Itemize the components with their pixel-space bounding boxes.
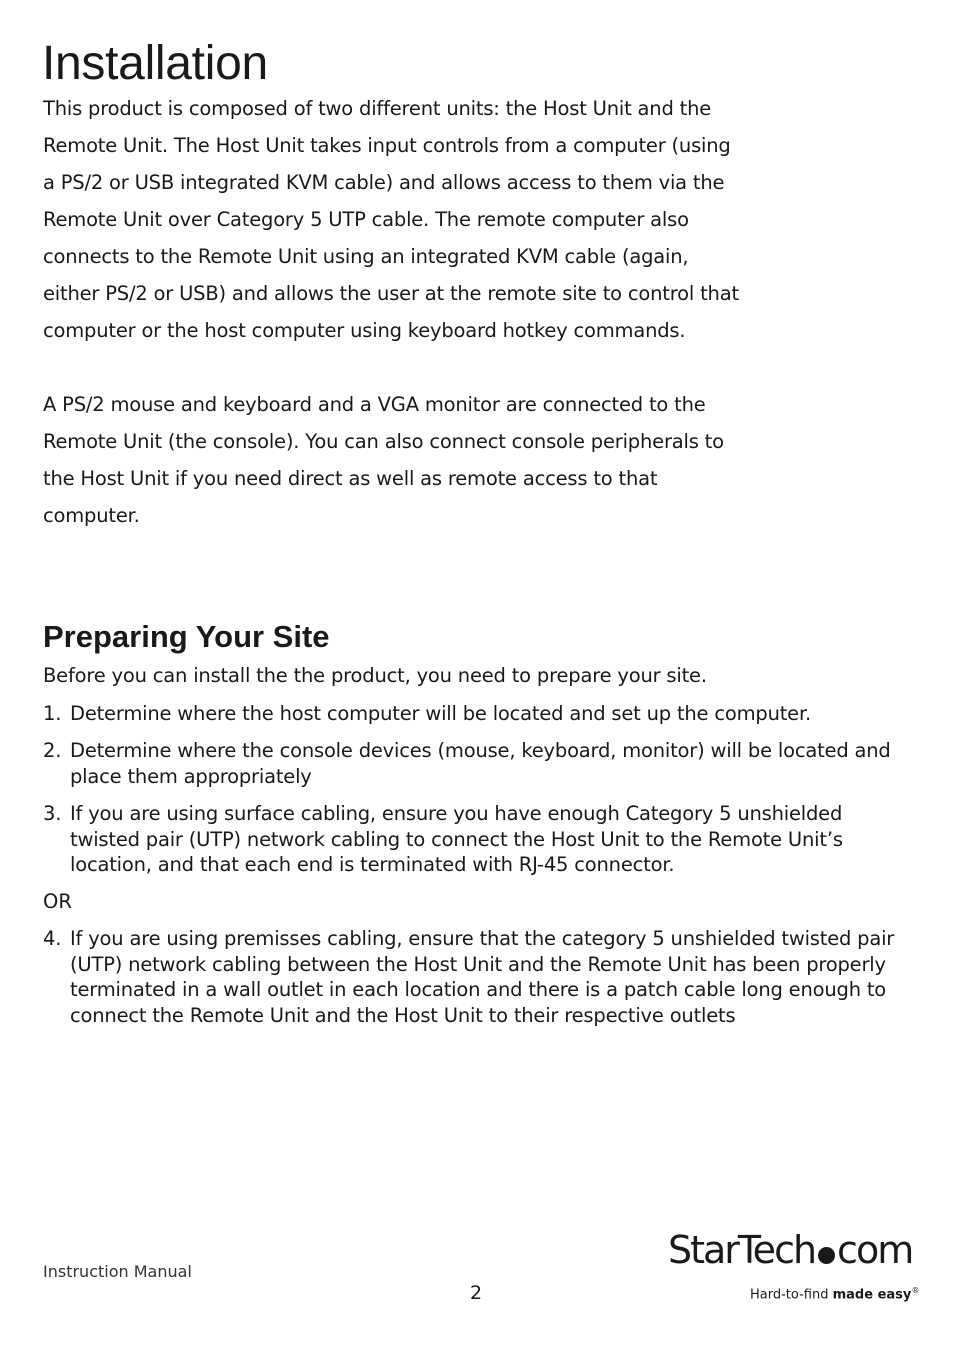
list-item <box>43 738 913 789</box>
section-intro: Before you can install the the product, you need to prepare your site. <box>43 664 707 687</box>
section-title: Preparing Your Site <box>43 619 330 654</box>
list-item-number: 1. <box>43 702 62 725</box>
logo-tagline-bold: made easy <box>832 1287 912 1303</box>
list-item <box>43 801 913 878</box>
logo-wordmark <box>668 1226 912 1274</box>
logo-tagline <box>750 1282 919 1304</box>
list-item-text: Determine where the console devices (mouse, keyboard, monitor) will be located and place them appropriately <box>70 739 891 788</box>
list-item <box>43 926 913 1028</box>
logo-dot-icon <box>818 1247 835 1264</box>
registered-mark: ® <box>911 1286 920 1295</box>
list-item-number: 2. <box>43 739 62 762</box>
logo-brand-left: StarTech <box>668 1228 816 1272</box>
intro-paragraph: This product is composed of two different units: the Host Unit and the Remote Unit. The Host Unit takes input controls from a computer (using a PS/2 or USB integrated KVM cable) and allows access to them via the Remote Unit over Category 5 UTP cable. The remote computer also connects to the Remote Unit using an integrated KVM cable (again, either PS/2 or USB) and allows the user at the remote site to control that computer or the host computer using keyboard hotkey commands. <box>43 97 739 342</box>
page-title: Installation <box>42 37 268 90</box>
startech-logo <box>668 1226 918 1306</box>
or-separator: OR <box>43 890 72 913</box>
list-item-text: If you are using surface cabling, ensure you have enough Category 5 unshielded twisted pair (UTP) network cabling to connect the Host Unit to the Remote Unit’s location, and that each end is terminated with RJ-45 connector. <box>70 802 843 876</box>
logo-tagline-plain: Hard-to-find <box>750 1287 829 1303</box>
logo-brand-right: com <box>837 1228 913 1272</box>
list-item-number: 4. <box>43 927 62 950</box>
list-item-text: If you are using premisses cabling, ensure that the category 5 unshielded twisted pair (UTP) network cabling between the Host Unit and the Remote Unit has been properly terminated in a wall outlet in each location and there is a patch cable long enough to connect the Remote Unit and the Host Unit to their respective outlets <box>70 927 895 1027</box>
intro-section <box>43 90 743 534</box>
intro-paragraph: A PS/2 mouse and keyboard and a VGA monitor are connected to the Remote Unit (the console). You can also connect console peripherals to the Host Unit if you need direct as well as remote access to that computer. <box>43 393 724 527</box>
list-item-text: Determine where the host computer will be located and set up the computer. <box>70 702 812 725</box>
page-number: 2 <box>470 1282 483 1304</box>
list-item-number: 3. <box>43 802 62 825</box>
footer-label: Instruction Manual <box>43 1262 192 1281</box>
list-item <box>43 701 913 727</box>
